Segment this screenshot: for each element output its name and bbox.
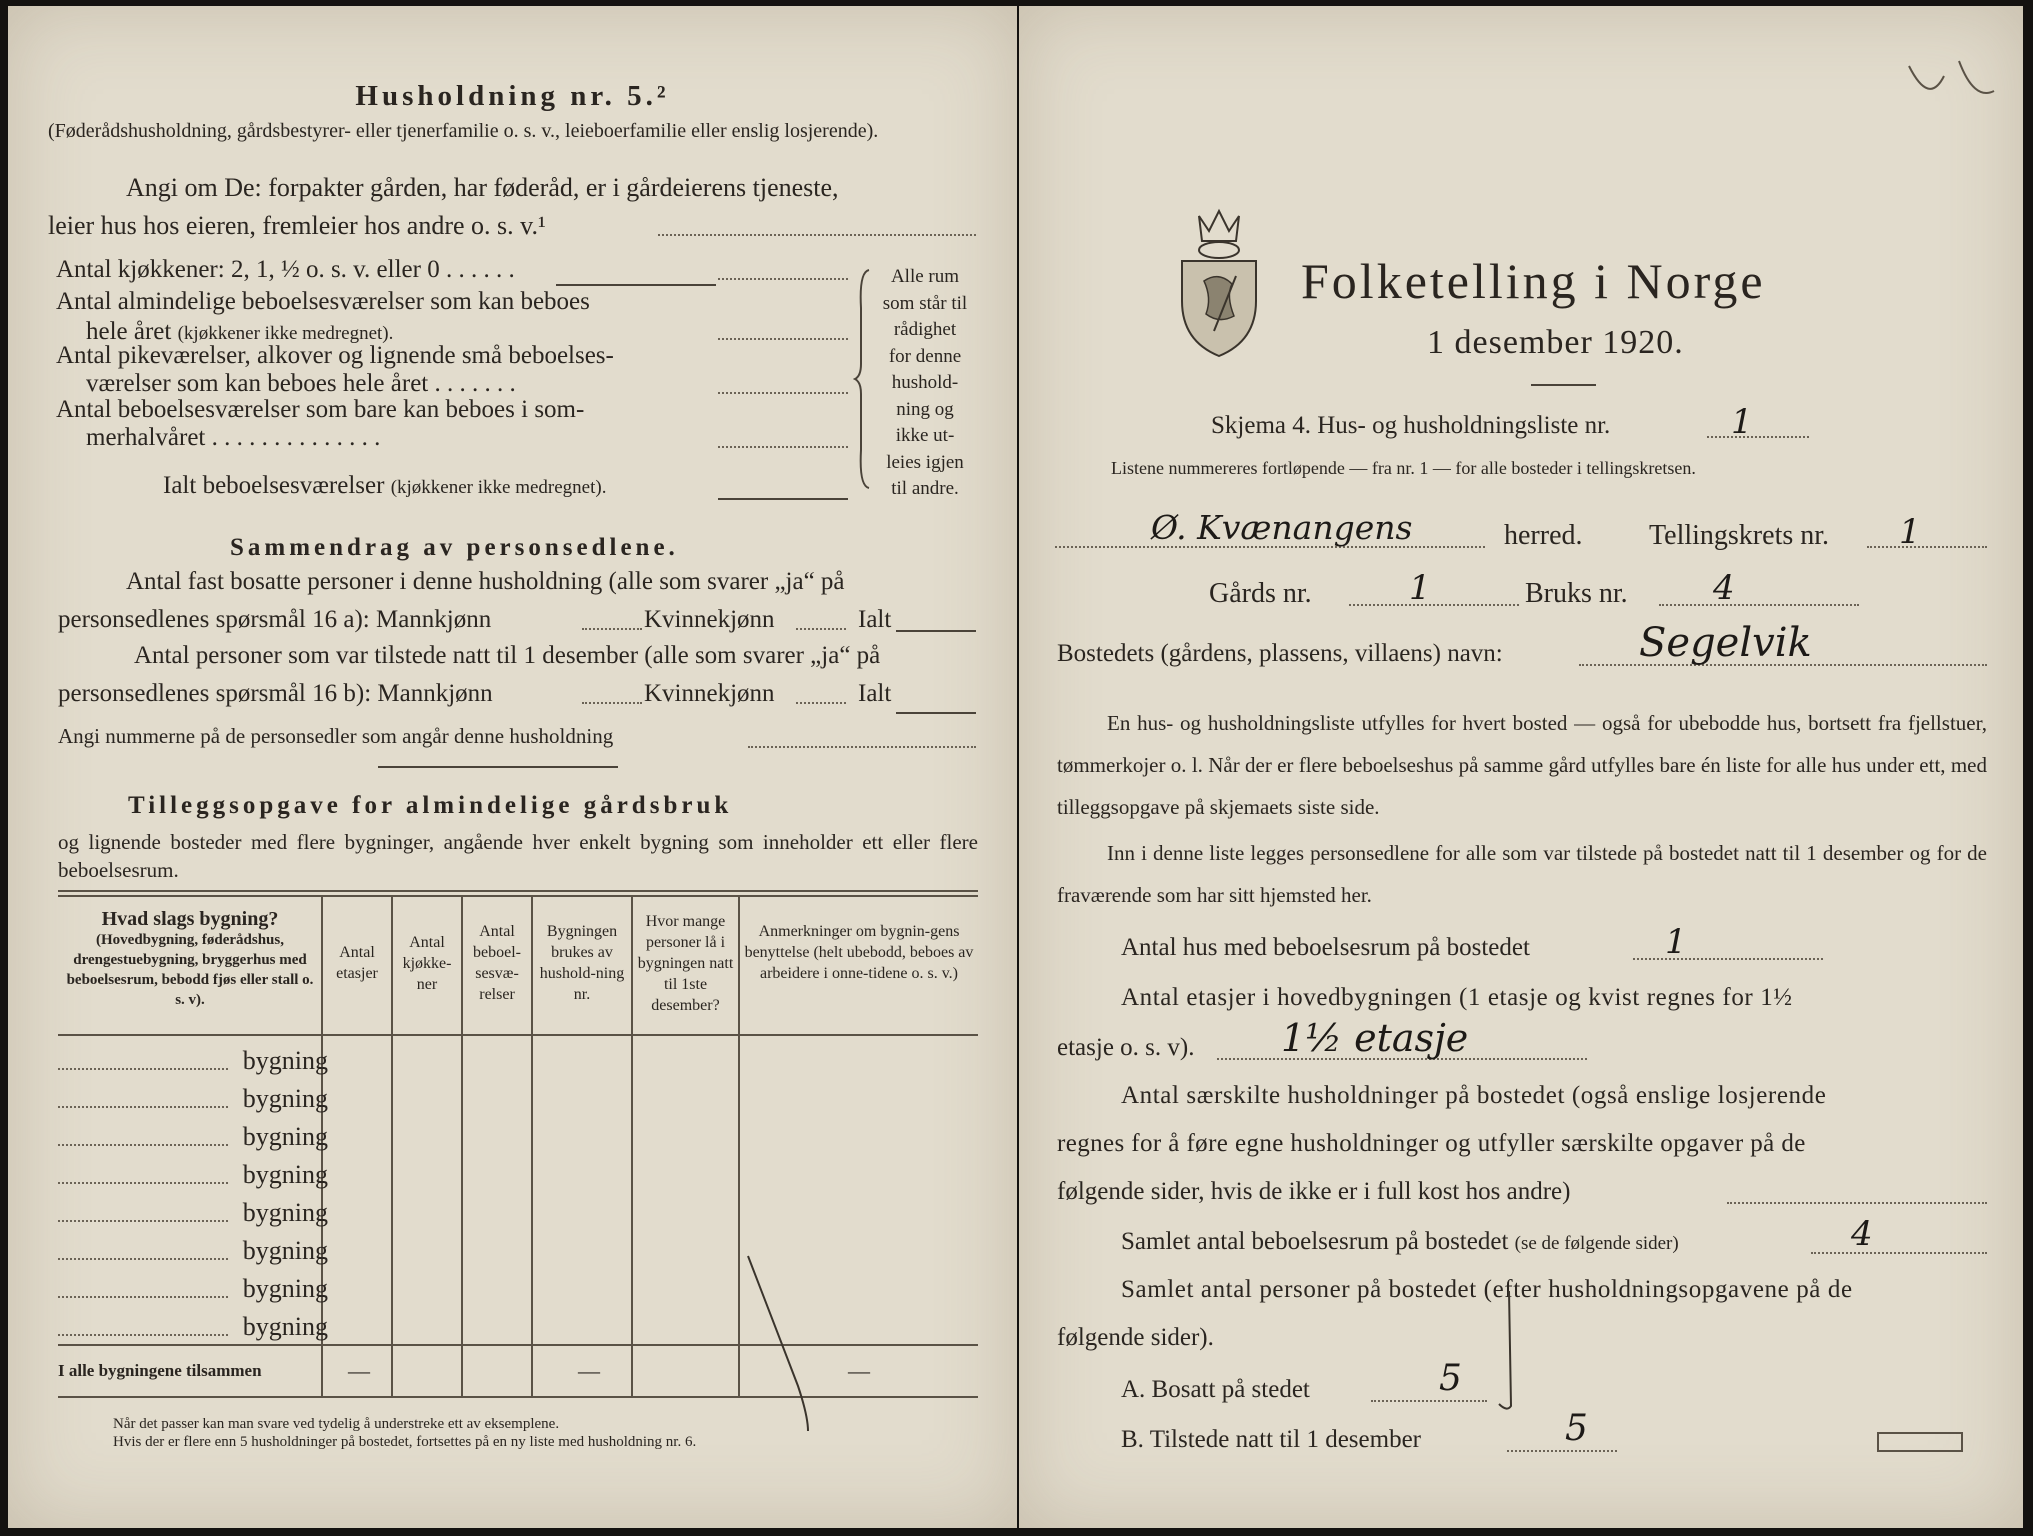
floors-question-1: Antal etasjer i hovedbygningen (1 etasje og kvist regnes for 1½ — [1121, 984, 1793, 1011]
summary-b-male — [582, 702, 642, 704]
floors-value: 1½ etasje — [1281, 1016, 1469, 1060]
pencil-bracket-icon — [1489, 1286, 1529, 1416]
present-label: B. Tilstede natt til 1 desember — [1121, 1426, 1421, 1453]
households-field — [1727, 1202, 1987, 1204]
bosted-value: Segelvik — [1639, 620, 1812, 666]
summary-a-total — [896, 630, 976, 632]
summary-a-line-2: personsedlenes spørsmål 16 a): Mannkjønn — [58, 606, 492, 633]
summary-b-total-label: Ialt — [858, 680, 892, 707]
tellingskrets-field — [1867, 546, 1987, 548]
houses-question: Antal hus med beboelsesrum på bostedet — [1121, 934, 1530, 961]
tellingskrets-value: 1 — [1899, 512, 1921, 552]
kitchens-field — [718, 278, 848, 280]
schema-value: 1 — [1731, 402, 1753, 442]
table-row: bygning — [58, 1046, 328, 1076]
herred-value: Ø. Kvænangens — [1151, 508, 1413, 547]
maid-rooms-label-2: værelser som kan beboes hele året . . . . . . . — [86, 370, 516, 397]
table-row: bygning — [58, 1084, 328, 1114]
resident-value: 5 — [1439, 1358, 1462, 1399]
rooms-value: 4 — [1851, 1214, 1873, 1254]
rooms-field — [1811, 1252, 1987, 1254]
present-value: 5 — [1565, 1408, 1588, 1449]
angi-numbers-field — [748, 746, 976, 748]
bruks-value: 4 — [1713, 568, 1735, 608]
rooms-side-note: Alle rum som står til rådighet for denne hushold- ning og ikke ut- leies igjen til andre. — [882, 266, 968, 499]
angi-numbers-label: Angi nummerne på de personsedler som angår denne husholdning — [58, 724, 614, 748]
table-row: bygning — [58, 1122, 328, 1152]
footnote-2: Hvis der er flere enn 5 husholdninger på bostedet, fortsettes på en ny liste med husholdning nr. 6. — [113, 1434, 697, 1450]
summary-b-line-1: Antal personer som var tilstede natt til 1 desember (alle som svarer „ja“ på — [134, 642, 881, 669]
angi-line-2: leier hus hos eieren, fremleier hos andre o. s. v.¹ — [48, 211, 546, 240]
summary-a-total-label: Ialt — [858, 606, 892, 633]
table-row: bygning — [58, 1198, 328, 1228]
table-header-persons: Hvor mange personer lå i bygningen natt til 1ste desember? — [637, 913, 734, 1014]
supplement-text: og lignende bosteder med flere bygninger, angående hver enkelt bygning som inneholder ett eller flere beboelsesrum. — [58, 830, 978, 882]
instructions-1: En hus- og husholdningsliste utfylles for hvert bosted — også for ubebodde hus, bortsett fra fjellstuer, tømmerkojer o. l. Når der er flere beboelseshus på samme gård utfylles bare én liste for alle hus under ett, med tilleggsopgave på skjemaets siste side. — [1057, 711, 1987, 819]
pencil-mark-icon — [738, 1236, 838, 1436]
table-row: bygning — [58, 1236, 328, 1266]
table-header-building-type: Hvad slags bygning? (Hovedbygning, føderådshus, drengestuebygning, bryggerhus med beboelsesrum, bebodd fjøs eller stall o. s. v). — [66, 908, 314, 1008]
summary-title: Sammendrag av personsedlene. — [230, 534, 679, 561]
numbering-note: Listene nummereres fortløpende — fra nr. 1 — for alle bosteder i tellingskretsen. — [1111, 458, 1696, 478]
table-row: bygning — [58, 1274, 328, 1304]
form-date: 1 desember 1920. — [1427, 324, 1684, 361]
floors-question-2: etasje o. s. v). — [1057, 1034, 1195, 1061]
table-header-household-nr: Bygningen brukes av hushold-ning nr. — [539, 923, 625, 1003]
present-field — [1507, 1450, 1617, 1452]
maid-rooms-label-1: Antal pikeværelser, alkover og lignende små beboelses- — [56, 342, 614, 369]
summer-rooms-label-1: Antal beboelsesværelser som bare kan beboes i som- — [56, 396, 585, 423]
total-remarks-dash: — — [848, 1358, 870, 1383]
table-header-remarks: Anmerkninger om bygnin-gens benyttelse (helt ubebodd, beboes av arbeidere i onne-tidene o. s. v.) — [744, 923, 974, 982]
table-row: bygning — [58, 1312, 328, 1342]
houses-value: 1 — [1665, 922, 1687, 962]
footnote-1: Når det passer kan man svare ved tydelig å understreke ett av eksemplene. — [113, 1416, 560, 1432]
households-question-2: regnes for å føre egne husholdninger og utfyller særskilte opgaver på de — [1057, 1130, 1806, 1157]
coat-of-arms-icon — [1174, 206, 1264, 361]
right-page — [1019, 6, 2023, 1528]
table-header-kitchens: Antal kjøkke-ner — [402, 934, 452, 993]
summary-b-female-label: Kvinnekjønn — [644, 680, 775, 707]
summary-a-male — [582, 628, 642, 630]
summer-rooms-field — [718, 446, 848, 448]
ordinary-rooms-field — [718, 338, 848, 340]
tellingskrets-label: Tellingskrets nr. — [1649, 520, 1830, 551]
schema-label: Skjema 4. Hus- og husholdningsliste nr. — [1211, 412, 1611, 439]
angi-answer-line — [658, 234, 976, 236]
instructions-2: Inn i denne liste legges personsedlene for alle som var tilstede på bostedet natt til 1 desember og for de fraværende som har sitt hjemsted her. — [1057, 841, 1987, 907]
persons-question-2: følgende sider). — [1057, 1324, 1214, 1351]
total-rooms-label: Ialt beboelsesværelser (kjøkkener ikke medregnet). — [163, 472, 607, 499]
household-note: (Føderådshusholdning, gårdsbestyrer- eller tjenerfamilie o. s. v., leieboerfamilie eller enslig losjerende). — [48, 120, 879, 142]
angi-line-1: Angi om De: forpakter gården, har føderåd, er i gårdeierens tjeneste, — [126, 173, 839, 202]
summary-b-total — [896, 712, 976, 714]
summary-b-line-2: personsedlenes spørsmål 16 b): Mannkjønn — [58, 680, 493, 707]
summary-a-line-1: Antal fast bosatte personer i denne husholdning (alle som svarer „ja“ på — [126, 568, 845, 595]
total-floors-dash: — — [348, 1358, 370, 1383]
bosted-label: Bostedets (gårdens, plassens, villaens) navn: — [1057, 640, 1503, 667]
persons-question-1: Samlet antal personer på bostedet (efter husholdningsopgavene på de — [1121, 1276, 1853, 1303]
table-header-floors: Antal etasjer — [336, 944, 378, 982]
table-total-label: I alle bygningene tilsammen — [58, 1361, 262, 1380]
supplement-title: Tilleggsopgave for almindelige gårdsbruk — [128, 792, 733, 819]
ordinary-rooms-label-1: Antal almindelige beboelsesværelser som kan beboes — [56, 288, 590, 315]
household-title: Husholdning nr. 5.² — [355, 80, 670, 112]
corner-pencil-mark-icon — [1899, 46, 2009, 116]
herred-label: herred. — [1504, 520, 1583, 551]
summary-b-female — [796, 702, 846, 704]
bruks-field — [1659, 604, 1859, 606]
households-question-1: Antal særskilte husholdninger på bostedet (også enslige losjerende — [1121, 1082, 1827, 1109]
gards-value: 1 — [1409, 568, 1431, 608]
summary-a-female — [796, 628, 846, 630]
schema-field — [1707, 436, 1809, 438]
maid-rooms-field — [718, 392, 848, 394]
table-header-rooms: Antal beboel-sesvæ-relser — [473, 923, 521, 1003]
houses-field — [1633, 958, 1823, 960]
printer-stamp-icon — [1877, 1432, 1963, 1452]
gards-label: Gårds nr. — [1209, 578, 1312, 609]
summary-a-female-label: Kvinnekjønn — [644, 606, 775, 633]
kitchens-label: Antal kjøkkener: 2, 1, ½ o. s. v. eller 0 . . . . . . — [56, 256, 515, 283]
summer-rooms-label-2: merhalvåret . . . . . . . . . . . . . . — [86, 424, 381, 451]
households-question-3: følgende sider, hvis de ikke er i full kost hos andre) — [1057, 1178, 1571, 1205]
form-title: Folketelling i Norge — [1301, 253, 1766, 309]
rooms-question: Samlet antal beboelsesrum på bostedet (se de følgende sider) — [1121, 1228, 1679, 1255]
left-page — [8, 6, 1017, 1528]
gards-field — [1349, 604, 1519, 606]
resident-label: A. Bosatt på stedet — [1121, 1376, 1310, 1403]
table-row: bygning — [58, 1160, 328, 1190]
ordinary-rooms-label-2: hele året (kjøkkener ikke medregnet). — [86, 318, 394, 345]
resident-field — [1371, 1400, 1487, 1402]
total-rooms-field — [718, 498, 848, 500]
bruks-label: Bruks nr. — [1525, 578, 1628, 609]
total-household-dash: — — [578, 1358, 600, 1383]
